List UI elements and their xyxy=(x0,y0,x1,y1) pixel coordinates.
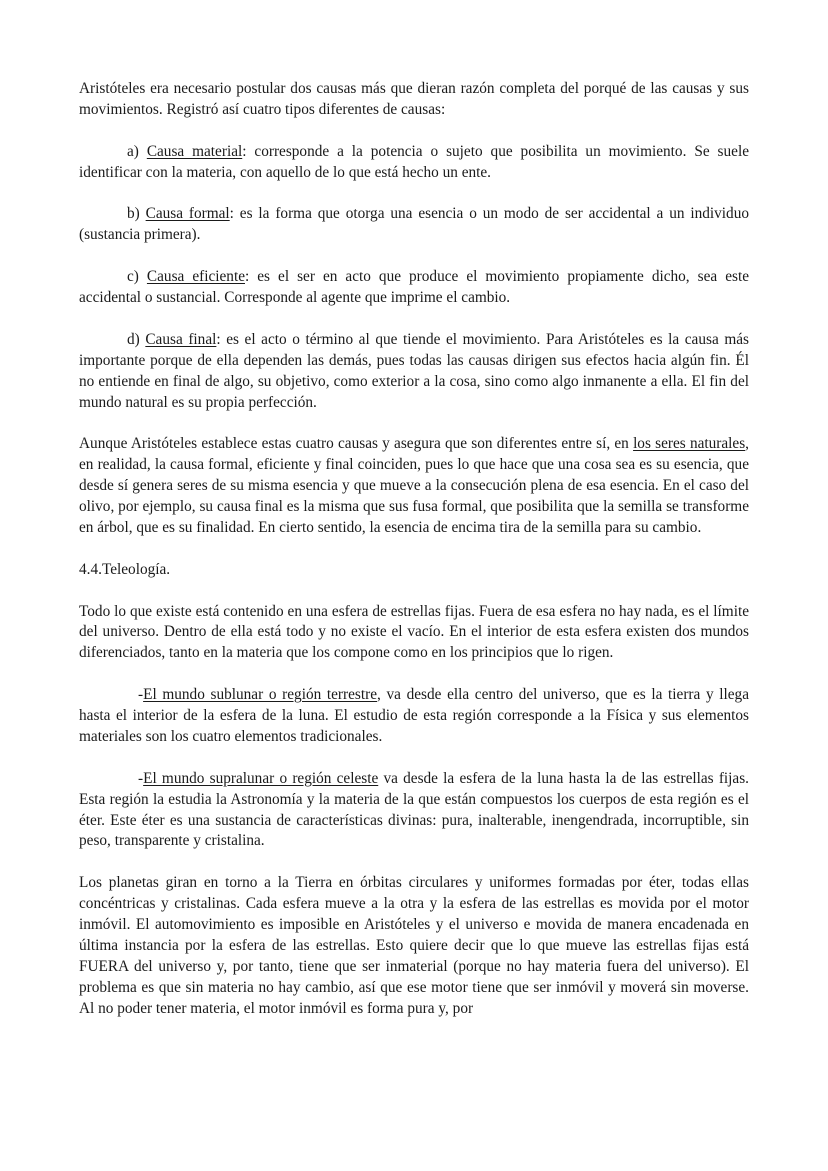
cause-text: : es el acto o término al que tiende el movimiento. Para Aristóteles es la causa más importante porque de ella dependen las demás, pues todas las causas dirigen sus efectos hacia algún fin. Él no entiende en final de algo, su objetivo, como exterior a la cosa, sino como algo inmanente a ella. El fin del mundo natural es su propia perfección. xyxy=(79,330,749,411)
world-text: va desde la esfera de la luna hasta la de las estrellas fijas. Esta región la estudia la Astronomía y la materia de la que están compuestos los cuerpos de esta región es el éter. Este éter es una sustancia de características divinas: pura, inalterable, inengendrada, incorruptible, sin peso, transparente y cristalina. xyxy=(79,769,749,850)
summary-before: Aunque Aristóteles establece estas cuatro causas y asegura que son diferentes entre sí, en xyxy=(79,435,634,453)
world-prefix: - xyxy=(138,769,144,787)
cause-item-final xyxy=(79,330,749,414)
cause-prefix: d) xyxy=(127,330,146,348)
world-term: El mundo supralunar o región celeste xyxy=(143,769,379,787)
cause-prefix: c) xyxy=(127,268,147,286)
universe-paragraph: Todo lo que existe está contenido en una esfera de estrellas fijas. Fuera de esa esfera no hay nada, es el límite del universo. Dentro de ella está todo y no existe el vacío. En el interior de esta esfera existen dos mundos diferenciados, tanto en la materia que los compone como en los principios que lo rigen. xyxy=(79,602,749,662)
cause-text: : es la forma que otorga una esencia o un modo de ser accidental a un individuo (sustancia primera). xyxy=(79,205,750,244)
summary-paragraph xyxy=(79,434,749,539)
world-item-sublunar xyxy=(79,685,749,748)
cause-text: : corresponde a la potencia o sujeto que posibilita un movimiento. Se suele identificar con la materia, con aquello de lo que está hecho un ente. xyxy=(79,142,749,181)
cause-prefix: a) xyxy=(127,142,147,160)
summary-after: , en realidad, la causa formal, eficiente y final coinciden, pues lo que hace que una cosa sea es su esencia, que desde sí genera seres de su misma esencia y que mueve a la consecución plena de esa esencia. En el caso del olivo, por ejemplo, su causa final es la misma que sus fusa formal, que posibilita que la semilla se transforme en árbol, que es su finalidad. En cierto sentido, la esencia de encima tira de la semilla para su cambio. xyxy=(79,435,749,536)
cause-item-eficiente xyxy=(79,267,749,309)
planets-paragraph: Los planetas giran en torno a la Tierra en órbitas circulares y uniformes formadas por éter, todas ellas concéntricas y cristalinas. Cada esfera mueve a la otra y la esfera de las estrellas es movida por el motor inmóvil. El automovimiento es imposible en Aristóteles y el universo e movida de manera encadenada en última instancia por la esfera de las estrellas. Esto quiere decir que lo que mueve las estrellas fijas está FUERA del universo y, por tanto, tiene que ser inmaterial (porque no hay materia fuera del universo). El problema es que sin materia no hay cambio, así que ese motor tiene que ser inmóvil y moverá sin moverse. Al no poder tener materia, el motor inmóvil es forma pura y, por xyxy=(79,874,749,1017)
world-prefix: - xyxy=(138,686,144,704)
intro-paragraph: Aristóteles era necesario postular dos causas más que dieran razón completa del porqué de las causas y sus movimientos. Registró así cuatro tipos diferentes de causas: xyxy=(79,80,749,118)
cause-term: Causa material xyxy=(146,142,243,160)
cause-term: Causa final xyxy=(145,330,217,348)
section-heading: 4.4.Teleología. xyxy=(79,560,171,578)
cause-term: Causa eficiente xyxy=(146,268,245,286)
cause-prefix: b) xyxy=(127,205,146,223)
world-text: , va desde ella centro del universo, que es la tierra y llega hasta el interior de la esfera de la luna. El estudio de esta región corresponde a la Física y sus elementos materiales son los cuatro elementos tradicionales. xyxy=(79,686,749,745)
cause-text: : es el ser en acto que produce el movimiento propiamente dicho, sea este accidental o sustancial. Corresponde al agente que imprime el cambio. xyxy=(79,268,749,307)
page-content xyxy=(79,79,749,1020)
cause-item-material xyxy=(79,142,749,184)
world-item-supralunar xyxy=(79,769,749,853)
world-term: El mundo sublunar o región terrestre xyxy=(143,686,377,704)
cause-term: Causa formal xyxy=(145,205,230,223)
cause-item-formal xyxy=(79,204,749,246)
summary-underlined-term: los seres naturales xyxy=(633,435,746,453)
